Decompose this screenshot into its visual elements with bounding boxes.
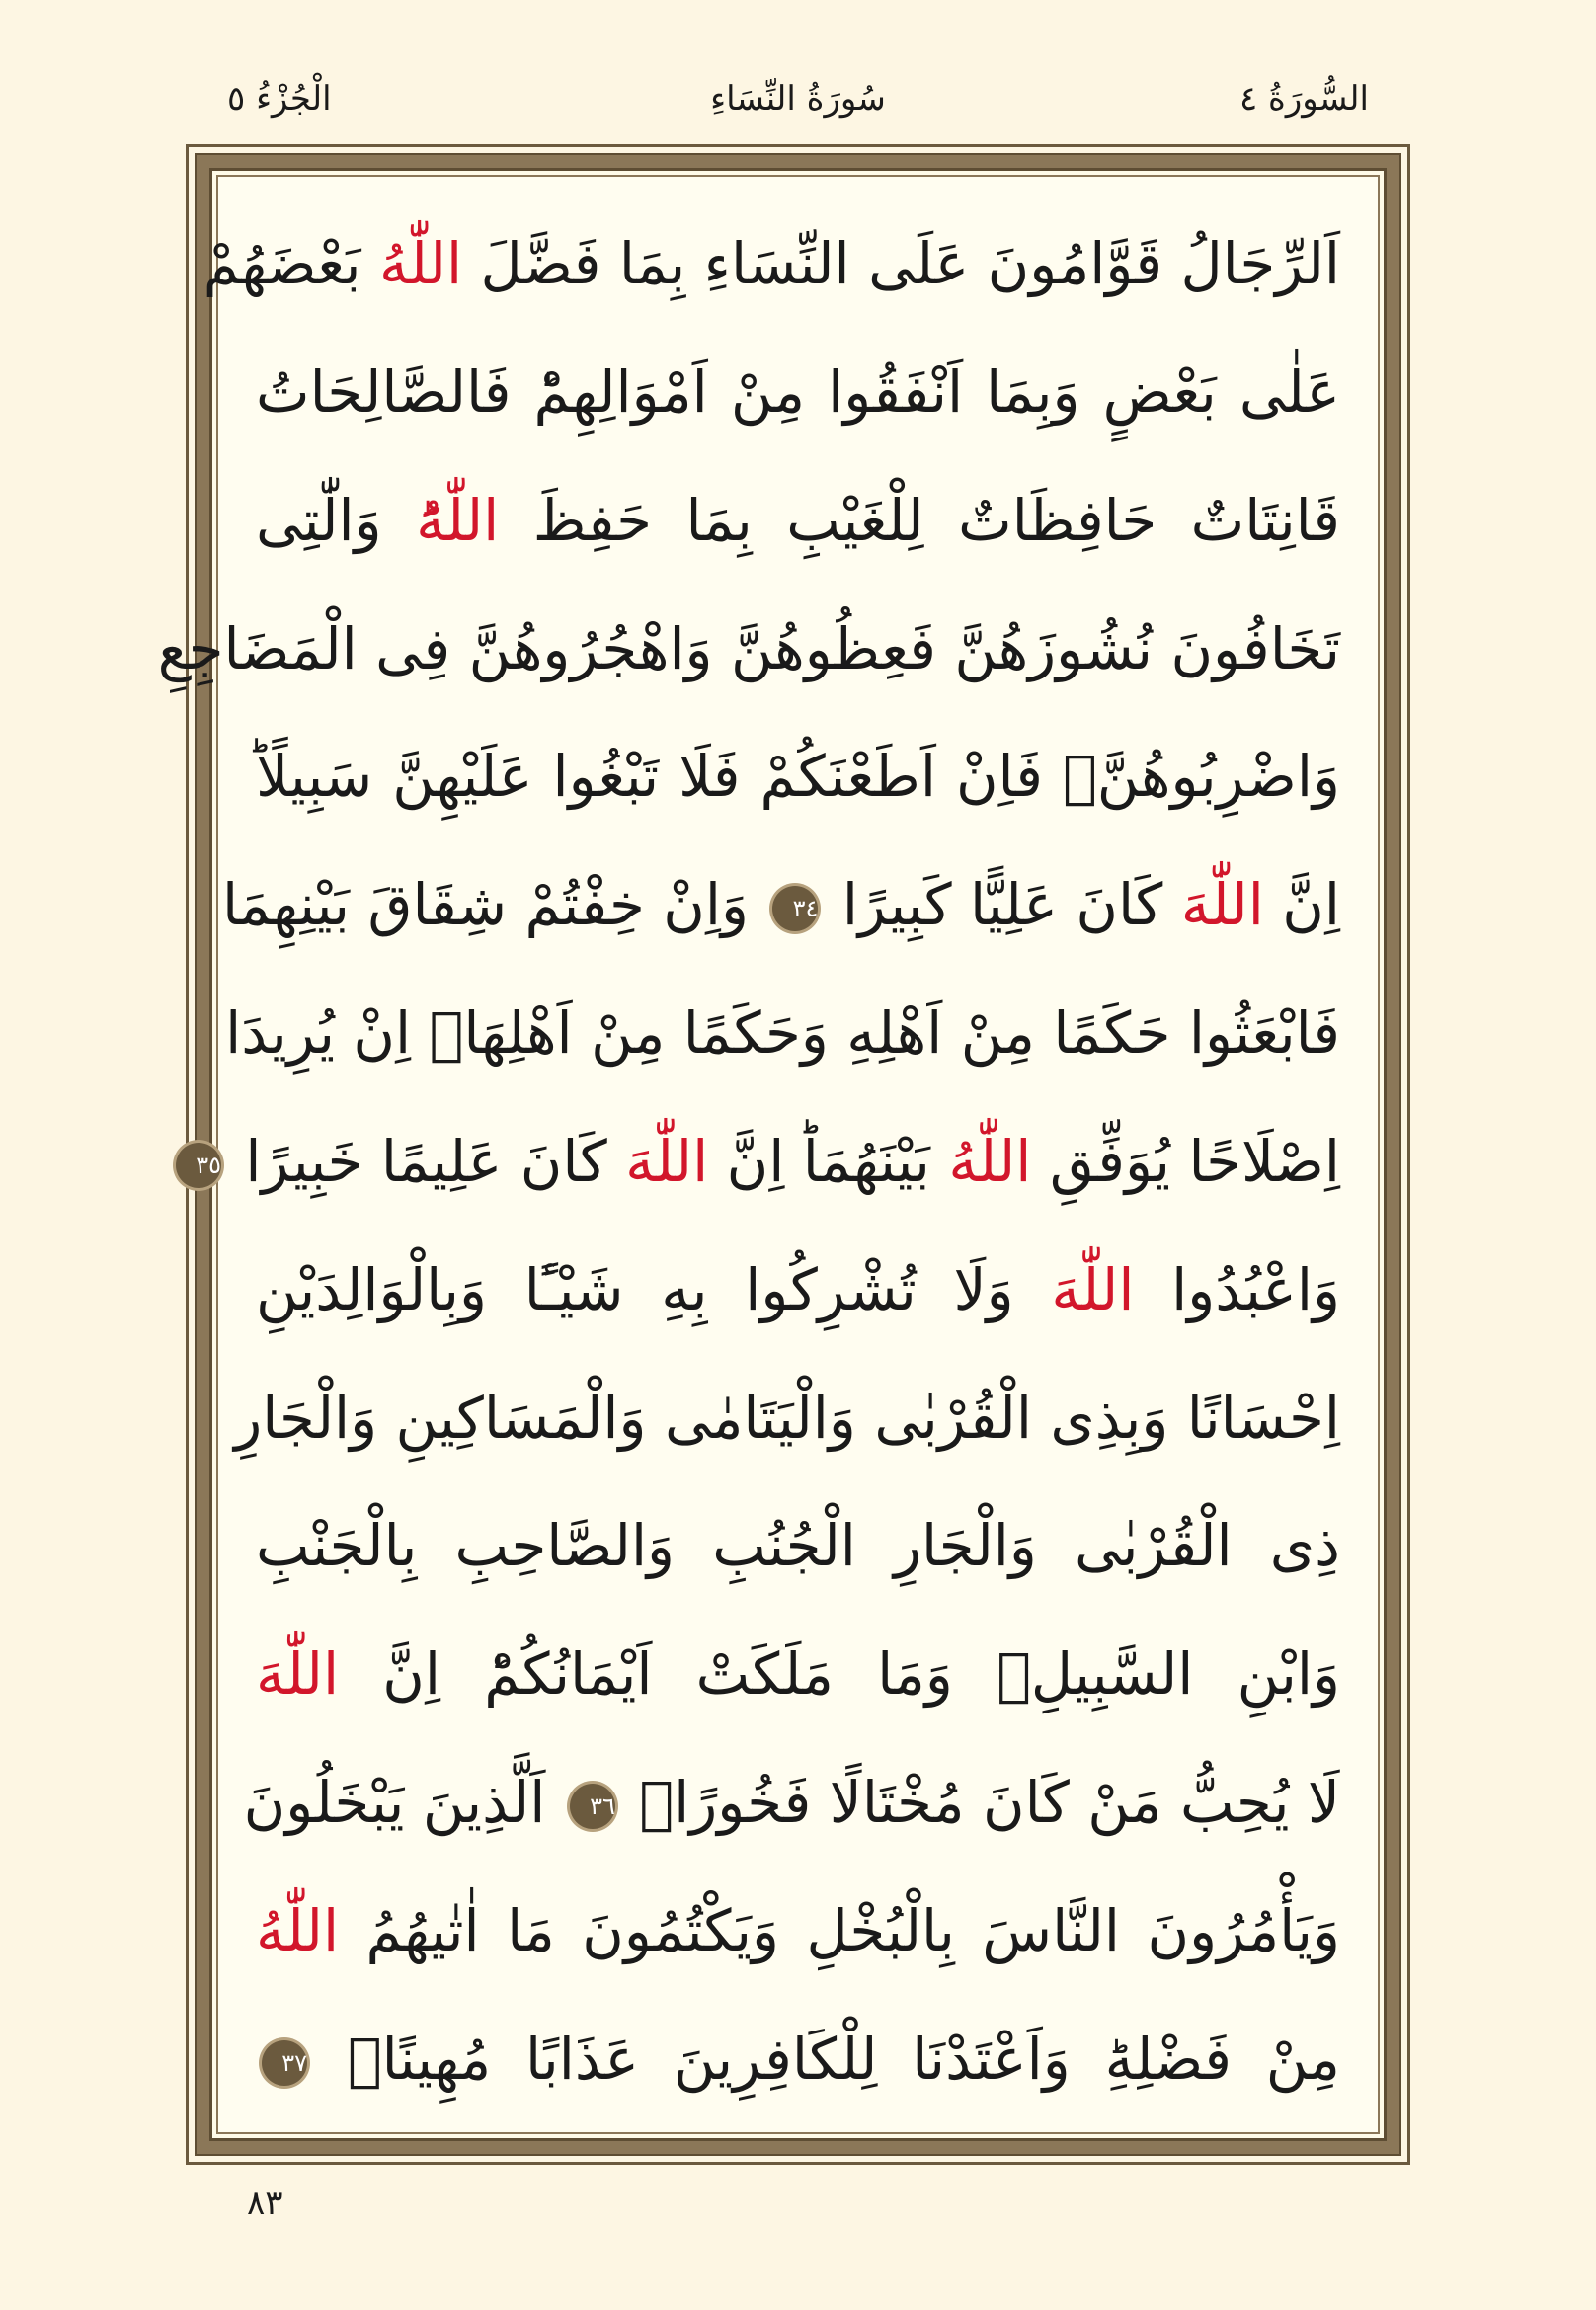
verse-text: اَلرِّجَالُ قَوَّامُونَ عَلَى النِّسَاءِ بِمَا فَضَّلَ [462,230,1340,297]
divine-name: اللّٰهَ [1051,1255,1135,1323]
text-line [256,1625,1340,1723]
text-line [256,471,1340,570]
surah-number-label: السُّورَةُ ٤ [1238,79,1369,119]
verse-text: فَابْعَثُوا حَكَمًا مِنْ اَهْلِهِ وَحَكَمًا مِنْ اَهْلِهَاۚ اِنْ يُرِيدَا [225,999,1340,1068]
text-line [256,1881,1340,1980]
verse-text: بَعْضَهُمْ [202,230,379,297]
text-line [157,599,1340,698]
ayah-number-marker: ٣٦ [570,1784,615,1829]
verse-text: قَانِتَاتٌ حَافِظَاتٌ لِلْغَيْبِ بِمَا حَفِظَ [499,486,1340,554]
verse-text: اِحْسَانًا وَبِذِى الْقُرْبٰى وَالْيَتَامٰى وَالْمَسَاكِينِ وَالْجَارِ [234,1384,1340,1452]
text-line [225,984,1340,1082]
verse-text: ذِى الْقُرْبٰى وَالْجَارِ الْجُنُبِ وَالصَّاحِبِ بِالْجَنْبِ [256,1512,1340,1580]
page-number: ٨٣ [247,2184,283,2223]
verse-text: اِنَّ [1263,871,1340,939]
surah-title: سُورَةُ النِّسَاءِ [710,79,886,119]
verse-text: عَلٰى بَعْضٍ وَبِمَا اَنْفَقُوا مِنْ اَمْوَالِهِمْؕ فَالصَّالِحَاتُ [256,358,1340,426]
verse-text: تَخَافُونَ نُشُوزَهُنَّ فَعِظُوهُنَّ وَاهْجُرُوهُنَّ فِى الْمَضَاجِعِ [157,614,1340,682]
verse-text: وَاِنْ خِفْتُمْ شِقَاقَ بَيْنِهِمَا [221,871,767,939]
verse-text: وَلَا تُشْرِكُوا بِهِ شَيْـًٔا وَبِالْوَالِدَيْنِ [256,1255,1052,1323]
text-line [202,214,1340,313]
verse-text: وَاعْبُدُوا [1134,1255,1340,1323]
text-line [196,1112,1340,1211]
text-line [256,1496,1340,1595]
quran-text-area [157,175,1380,2134]
text-line [256,2010,1340,2109]
ayah-number-marker: ٣٧ [262,2040,307,2086]
verse-text: وَاضْرِبُوهُنَّۚ فَاِنْ اَطَعْنَكُمْ فَلَا تَبْغُوا عَلَيْهِنَّ سَبِيلًاؕ [256,743,1340,811]
verse-text: لَا يُحِبُّ مَنْ كَانَ مُخْتَالًا فَخُورًاۙ [620,1769,1340,1837]
text-line [256,727,1340,826]
text-line [256,1240,1340,1339]
juz-label: الْجُزْءُ ٥ [227,79,332,119]
verse-text: بَيْنَهُمَاؕ اِنَّ [708,1127,949,1195]
divine-name: اللّٰهَ [1180,871,1264,939]
page-border-frame [157,144,1410,2165]
text-line [243,1753,1340,1852]
ornamental-border [157,153,1401,2156]
inner-border [157,168,1387,2141]
divine-name: اللّٰهُ [948,1127,1032,1195]
verse-text: اَلَّذِينَ يَبْخَلُونَ [243,1769,564,1837]
text-line [234,1369,1340,1468]
divine-name: اللّٰهُؕ [416,486,500,554]
verse-text: مِنْ فَضْلِهِؕ وَاَعْتَدْنَا لِلْكَافِرِينَ عَذَابًا مُهِينًاۚ [313,2025,1340,2093]
divine-name: اللّٰهُ [256,1896,340,1964]
page-header [227,69,1369,128]
divine-name: اللّٰهُ [378,230,463,297]
verse-text: كَانَ عَلِيمًا خَبِيرًا [227,1127,626,1195]
divine-name: اللّٰهَ [256,1640,340,1709]
verse-text: وَيَأْمُرُونَ النَّاسَ بِالْبُخْلِ وَيَكْتُمُونَ مَا اٰتٰيهُمُ [339,1896,1340,1964]
ayah-number-marker: ٣٥ [176,1143,221,1188]
verse-text: وَابْنِ السَّبِيلِۙ وَمَا مَلَكَتْ اَيْمَانُكُمْؕ اِنَّ [339,1640,1340,1709]
ayah-number-marker: ٣٤ [772,886,818,931]
verse-text: اِصْلَاحًا يُوَفِّقِ [1031,1127,1340,1195]
divine-name: اللّٰهَ [625,1127,709,1195]
verse-text: كَانَ عَلِيًّا كَبِيرًا [824,871,1181,939]
text-line [221,855,1340,954]
text-line [256,343,1340,441]
verse-text: وَالّٰتِى [256,486,417,554]
